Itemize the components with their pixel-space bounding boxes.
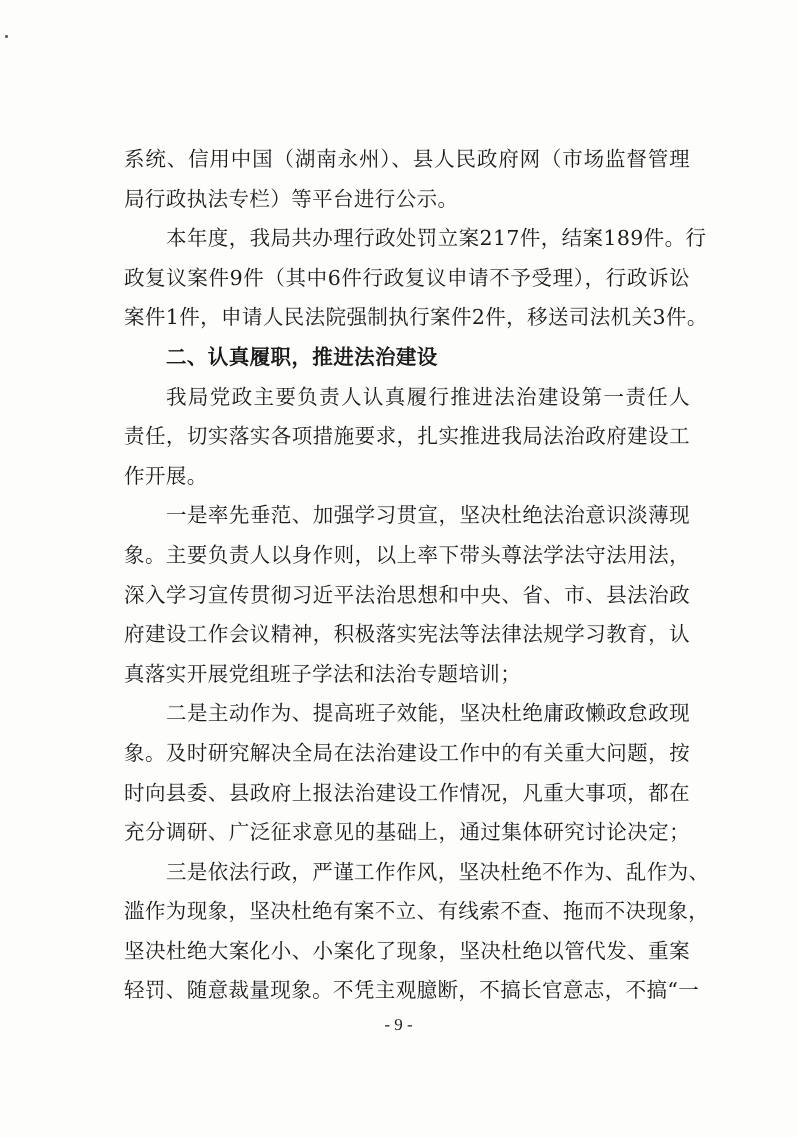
body-line: 本年度，我局共办理行政处罚立案217件，结案189件。行 [166, 226, 707, 251]
scan-speck [5, 35, 8, 38]
page-number: - 9 - [384, 1015, 413, 1034]
body-line: 深入学习宣传贯彻习近平法治思想和中央、省、市、县法治政 [124, 582, 690, 607]
body-line: 系统、信用中国（湖南永州）、县人民政府网（市场监督管理 [124, 147, 690, 171]
body-line: 三是依法行政，严谨工作作风，坚决杜绝不作为、乱作为、 [166, 859, 710, 884]
body-line: 滥作为现象，坚决杜绝有案不立、有线索不查、拖而不决现象， [124, 899, 710, 924]
body-line: 象。及时研究解决全局在法治建设工作中的有关重大问题，按 [124, 740, 690, 765]
body-line: 作开展。 [124, 463, 208, 488]
body-line: 局行政执法专栏）等平台进行公示。 [124, 186, 459, 211]
body-line: 一是率先垂范、加强学习贯宣，坚决杜绝法治意识淡薄现 [166, 503, 690, 528]
body-line: 坚决杜绝大案化小、小案化了现象，坚决杜绝以管代发、重案 [124, 938, 690, 963]
body-line: 我局党政主要负责人认真履行推进法治建设第一责任人 [166, 384, 690, 409]
body-line: 政复议案件9件（其中6件行政复议申请不予受理），行政诉讼 [124, 265, 690, 290]
body-line: 时向县委、县政府上报法治建设工作情况，凡重大事项，都在 [124, 780, 690, 805]
section-heading: 二、认真履职，推进法治建设 [166, 344, 438, 369]
body-line: 真落实开展党组班子学法和法治专题培训； [124, 661, 522, 686]
body-line: 案件1件，申请人民法院强制执行案件2件，移送司法机关3件。 [124, 305, 708, 330]
body-line: 二是主动作为、提高班子效能，坚决杜绝庸政懒政怠政现 [166, 701, 690, 726]
body-line: 象。主要负责人以身作则，以上率下带头尊法学法守法用法， [124, 542, 690, 567]
body-line: 府建设工作会议精神，积极落实宪法等法律法规学习教育，认 [124, 622, 690, 647]
document-body [124, 140, 710, 1011]
body-line: 充分调研、广泛征求意见的基础上，通过集体研究讨论决定； [124, 820, 690, 845]
body-line: 轻罚、随意裁量现象。不凭主观臆断，不搞长官意志，不搞“一 [124, 978, 700, 1003]
body-line: 责任，切实落实各项措施要求，扎实推进我局法治政府建设工 [124, 424, 690, 449]
